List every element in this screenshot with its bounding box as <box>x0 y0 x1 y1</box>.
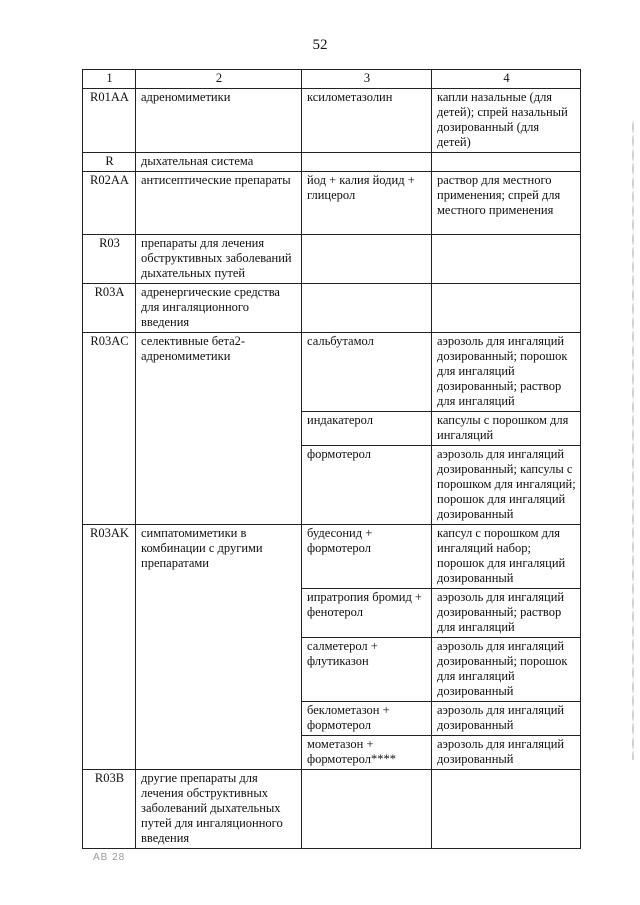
scan-edge-dots <box>632 120 634 760</box>
column-number-3: 3 <box>302 70 432 89</box>
table-row <box>83 235 581 284</box>
dosage-form: капсулы с порошком для ингаляций <box>432 412 581 446</box>
dosage-form: аэрозоль для ингаляций дозированный; порошок для ингаляций дозированный <box>432 638 581 702</box>
dosage-form: аэрозоль для ингаляций дозированный; капсулы с порошком для ингаляций; порошок для ингаляций дозированный <box>432 446 581 525</box>
dosage-form: раствор для местного применения; спрей для местного применения <box>432 172 581 235</box>
drug-name: мометазон + формотерол**** <box>302 736 432 770</box>
table-row <box>83 770 581 849</box>
dosage-form: капсул с порошком для ингаляций набор; порошок для ингаляций дозированный <box>432 525 581 589</box>
atc-code: R03 <box>83 235 136 284</box>
drug-name: беклометазон + формотерол <box>302 702 432 736</box>
group-name: селективные бета2-адреномиметики <box>136 333 302 525</box>
page-number: 52 <box>312 37 328 53</box>
table-row <box>83 89 581 153</box>
atc-code: R01AA <box>83 89 136 153</box>
group-name: адреномиметики <box>136 89 302 153</box>
dosage-form: аэрозоль для ингаляций дозированный; порошок для ингаляций дозированный; раствор для ингаляций <box>432 333 581 412</box>
drug-name: формотерол <box>302 446 432 525</box>
drug-name <box>302 770 432 849</box>
table-row <box>83 333 581 412</box>
dosage-form: аэрозоль для ингаляций дозированный <box>432 736 581 770</box>
dosage-form: капли назальные (для детей); спрей назальный дозированный (для детей) <box>432 89 581 153</box>
dosage-form <box>432 153 581 172</box>
table-row <box>83 172 581 235</box>
column-number-4: 4 <box>432 70 581 89</box>
drug-name: сальбутамол <box>302 333 432 412</box>
drug-name <box>302 153 432 172</box>
drug-table <box>82 69 581 849</box>
group-name: другие препараты для лечения обструктивных заболеваний дыхательных путей для ингаляционного введения <box>136 770 302 849</box>
drug-name: ксилометазолин <box>302 89 432 153</box>
atc-code: R03AC <box>83 333 136 525</box>
table-row <box>83 525 581 589</box>
dosage-form: аэрозоль для ингаляций дозированный <box>432 702 581 736</box>
atc-code: R <box>83 153 136 172</box>
footer-mark: АВ 28 <box>93 852 126 863</box>
drug-name: индакатерол <box>302 412 432 446</box>
column-number-1: 1 <box>83 70 136 89</box>
dosage-form <box>432 235 581 284</box>
drug-name <box>302 235 432 284</box>
table-row <box>83 284 581 333</box>
atc-code: R03A <box>83 284 136 333</box>
group-name: адренергические средства для ингаляционного введения <box>136 284 302 333</box>
atc-code: R02AA <box>83 172 136 235</box>
group-name: препараты для лечения обструктивных заболеваний дыхательных путей <box>136 235 302 284</box>
group-name: дыхательная система <box>136 153 302 172</box>
atc-code: R03AK <box>83 525 136 770</box>
group-name: антисептические препараты <box>136 172 302 235</box>
group-name: симпатомиметики в комбинации с другими препаратами <box>136 525 302 770</box>
drug-name: салметерол + флутиказон <box>302 638 432 702</box>
drug-name: йод + калия йодид + глицерол <box>302 172 432 235</box>
dosage-form: аэрозоль для ингаляций дозированный; раствор для ингаляций <box>432 589 581 638</box>
drug-name <box>302 284 432 333</box>
drug-name: будесонид + формотерол <box>302 525 432 589</box>
table-row <box>83 153 581 172</box>
atc-code: R03B <box>83 770 136 849</box>
drug-name: ипратропия бромид + фенотерол <box>302 589 432 638</box>
dosage-form <box>432 770 581 849</box>
dosage-form <box>432 284 581 333</box>
table-header-row <box>83 70 581 89</box>
column-number-2: 2 <box>136 70 302 89</box>
